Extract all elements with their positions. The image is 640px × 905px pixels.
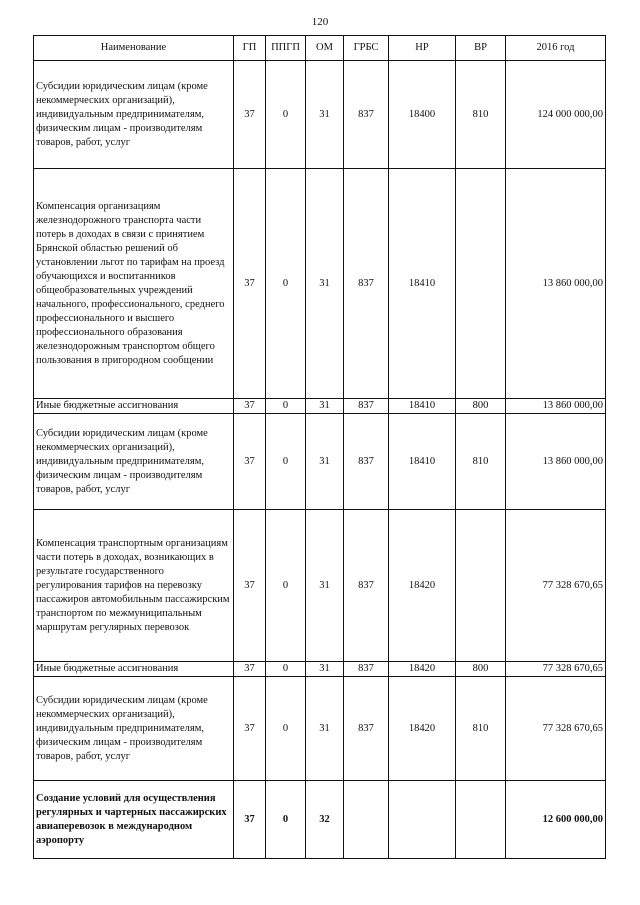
row-vr (456, 781, 506, 859)
row-np: 18410 (389, 414, 456, 510)
row-np: 18420 (389, 662, 456, 677)
row-name: Субсидии юридическим лицам (кроме некоммерческих организаций), индивидуальным предпринимателям, физическим лицам - производителям товаров, работ, услуг (34, 414, 234, 510)
row-np: 18420 (389, 510, 456, 662)
row-amount: 12 600 000,00 (506, 781, 606, 859)
row-amount: 13 860 000,00 (506, 399, 606, 414)
row-ppgp: 0 (266, 781, 306, 859)
row-gp: 37 (234, 61, 266, 169)
row-vr: 810 (456, 677, 506, 781)
row-np: 18410 (389, 169, 456, 399)
row-ppgp: 0 (266, 399, 306, 414)
row-om: 32 (306, 781, 344, 859)
row-grbs (344, 781, 389, 859)
row-vr: 810 (456, 61, 506, 169)
header-np: НР (389, 36, 456, 61)
row-om: 31 (306, 169, 344, 399)
row-ppgp: 0 (266, 61, 306, 169)
row-grbs: 837 (344, 399, 389, 414)
table-row (34, 781, 606, 859)
row-name: Компенсация организациям железнодорожного транспорта части потерь в доходах в связи с принятием Брянской областью решений об установлении льгот по тарифам на проезд обучающихся и воспитанников общеобразовательных учреждений начального, профессионального, среднего профессионального и высшего профессионального образования железнодорожным транспортом общего пользования в пригородном сообщении (34, 169, 234, 399)
row-np: 18420 (389, 677, 456, 781)
header-row (34, 36, 606, 61)
row-amount: 13 860 000,00 (506, 414, 606, 510)
header-grbs: ГРБС (344, 36, 389, 61)
row-np (389, 781, 456, 859)
row-gp: 37 (234, 677, 266, 781)
row-vr (456, 510, 506, 662)
row-om: 31 (306, 662, 344, 677)
row-grbs: 837 (344, 677, 389, 781)
row-vr: 800 (456, 399, 506, 414)
header-year: 2016 год (506, 36, 606, 61)
row-ppgp: 0 (266, 677, 306, 781)
row-gp: 37 (234, 414, 266, 510)
header-om: ОМ (306, 36, 344, 61)
row-amount: 124 000 000,00 (506, 61, 606, 169)
row-gp: 37 (234, 662, 266, 677)
row-name: Создание условий для осуществления регулярных и чартерных пассажирских авиаперевозок в международном аэропорту (34, 781, 234, 859)
header-vr: ВР (456, 36, 506, 61)
row-ppgp: 0 (266, 169, 306, 399)
row-amount: 77 328 670,65 (506, 677, 606, 781)
table-row (34, 510, 606, 662)
row-gp: 37 (234, 169, 266, 399)
row-name: Субсидии юридическим лицам (кроме некоммерческих организаций), индивидуальным предпринимателям, физическим лицам - производителям товаров, работ, услуг (34, 61, 234, 169)
table-row (34, 169, 606, 399)
row-om: 31 (306, 61, 344, 169)
row-name: Компенсация транспортным организациям части потерь в доходах, возникающих в результате государственного регулирования тарифов на перевозку пассажиров автомобильным пассажирским транспортом по межмуниципальным маршрутам регулярных перевозок (34, 510, 234, 662)
table-row (34, 414, 606, 510)
row-vr (456, 169, 506, 399)
row-om: 31 (306, 510, 344, 662)
page-number: 120 (311, 16, 329, 28)
row-amount: 13 860 000,00 (506, 169, 606, 399)
row-grbs: 837 (344, 510, 389, 662)
row-ppgp: 0 (266, 662, 306, 677)
table-row (34, 399, 606, 414)
header-gp: ГП (234, 36, 266, 61)
row-gp: 37 (234, 399, 266, 414)
row-om: 31 (306, 677, 344, 781)
row-om: 31 (306, 399, 344, 414)
row-amount: 77 328 670,65 (506, 662, 606, 677)
row-np: 18410 (389, 399, 456, 414)
row-name: Субсидии юридическим лицам (кроме некоммерческих организаций), индивидуальным предпринимателям, физическим лицам - производителям товаров, работ, услуг (34, 677, 234, 781)
row-name: Иные бюджетные ассигнования (34, 662, 234, 677)
row-grbs: 837 (344, 414, 389, 510)
row-gp: 37 (234, 781, 266, 859)
row-vr: 800 (456, 662, 506, 677)
row-om: 31 (306, 414, 344, 510)
table-row (34, 677, 606, 781)
row-ppgp: 0 (266, 510, 306, 662)
row-grbs: 837 (344, 61, 389, 169)
row-name: Иные бюджетные ассигнования (34, 399, 234, 414)
table-row (34, 61, 606, 169)
header-name: Наименование (34, 36, 234, 61)
row-np: 18400 (389, 61, 456, 169)
row-vr: 810 (456, 414, 506, 510)
row-gp: 37 (234, 510, 266, 662)
header-ppgp: ППГП (266, 36, 306, 61)
row-amount: 77 328 670,65 (506, 510, 606, 662)
budget-table (33, 35, 606, 859)
table-row (34, 662, 606, 677)
row-grbs: 837 (344, 169, 389, 399)
row-grbs: 837 (344, 662, 389, 677)
row-ppgp: 0 (266, 414, 306, 510)
